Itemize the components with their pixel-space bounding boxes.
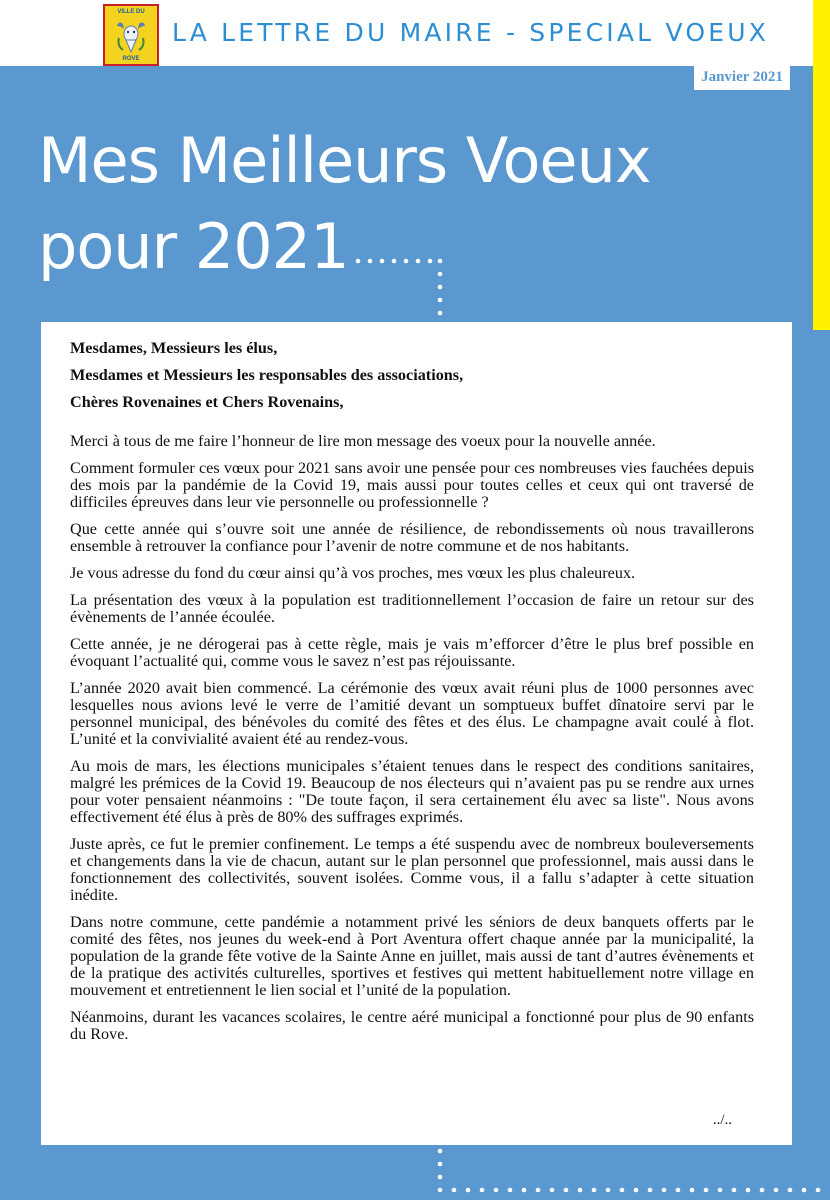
paragraph: Néanmoins, durant les vacances scolaires, le centre aéré municipal a fonctionné pour plus de 90 enfants du Rove. xyxy=(70,1008,754,1043)
salutation-citizens: Chères Rovenaines et Chers Rovenains, xyxy=(70,393,344,411)
header-band xyxy=(0,0,813,66)
paragraph: Cette année, je ne dérogerai pas à cette règle, mais je vais m’efforcer d’être le plus bref possible en évoquant l’actualité qui, comme vous le savez n’est pas réjouissante. xyxy=(70,635,754,670)
paragraph: Merci à tous de me faire l’honneur de lire mon message des voeux pour la nouvelle année. xyxy=(70,432,656,450)
paragraph: La présentation des vœux à la population est traditionnellement l’occasion de faire un retour sur des évènements de l’année écoulée. xyxy=(70,591,754,626)
paragraph: Que cette année qui s’ouvre soit une année de résilience, de rebondissements où nous travaillerons ensemble à retrouver la confiance pour l’avenir de notre commune et de nos habitants. xyxy=(70,520,754,555)
paragraph: Au mois de mars, les élections municipales s’étaient tenues dans le respect des conditions sanitaires, malgré les prémices de la Covid 19. Beaucoup de nos électeurs qui n’avaient pas pu se rendre aux urnes pour voter pensaient néanmoins : "De toute façon, il sera certainement élu avec sa liste". Nous avons effectivement été élus à près de 80% des suffrages exprimés. xyxy=(70,757,754,826)
paragraph: Dans notre commune, cette pandémie a notamment privé les séniors de deux banquets offerts par le comité des fêtes, nos jeunes du week-end à Port Aventura offert chaque année par la municipalité, la population de la grande fête votive de la Sainte Anne en juillet, mais aussi de tant d’autres évènements et de la pratique des activités culturelles, sportives et festives qui mettent habituellement notre village en mouvement et entretiennent le lien social et l’unité de la population. xyxy=(70,913,754,999)
logo-text-top: VILLE DU xyxy=(117,9,145,15)
issue-date: Janvier 2021 xyxy=(694,66,790,90)
logo-text-bottom: ROVE xyxy=(122,56,140,62)
continuation-mark: ../.. xyxy=(712,1112,732,1128)
paragraph: Je vous adresse du fond du cœur ainsi qu’à vos proches, mes vœux les plus chaleureux. xyxy=(70,564,636,582)
main-title xyxy=(38,118,651,290)
salutation-elected-officials: Mesdames, Messieurs les élus, xyxy=(70,339,278,357)
yellow-accent-bar xyxy=(813,0,830,330)
main-title-line-2: pour 2021 xyxy=(38,210,349,283)
goat-icon xyxy=(115,20,147,54)
dotted-line-decoration-top xyxy=(352,250,447,322)
paragraph: L’année 2020 avait bien commencé. La cérémonie des vœux avait réuni plus de 1000 personnes avec lesquelles nous avions levé le verre de l’amitié devant un somptueux buffet dînatoire servi par le personnel municipal, des bénévoles du comité des fêtes et des élus. Le champagne avait coulé à flot. L’unité et la convivialité avaient été au rendez-vous. xyxy=(70,679,754,748)
newsletter-title: LA LETTRE DU MAIRE - SPECIAL VOEUX xyxy=(172,18,770,47)
main-title-line-1: Mes Meilleurs Voeux xyxy=(38,124,651,197)
paragraph: Juste après, ce fut le premier confinement. Le temps a été suspendu avec de nombreux bouleversements et changements dans la vie de chacun, autant sur le plan personnel que professionnel, mais aussi dans le fonctionnement des collectivités, souvent isolées. Comme vous, il a fallu s’adapter à cette situation inédite. xyxy=(70,835,754,904)
town-crest-logo xyxy=(103,4,159,66)
salutation-associations: Mesdames et Messieurs les responsables des associations, xyxy=(70,366,464,384)
dotted-line-decoration-bottom xyxy=(430,1145,830,1200)
letter-body xyxy=(41,322,792,1145)
paragraph: Comment formuler ces vœux pour 2021 sans avoir une pensée pour ces nombreuses vies fauchées depuis des mois par la pandémie de la Covid 19, mais aussi pour toutes celles et ceux qui ont traversé de difficiles épreuves dans leur vie personnelle ou professionnelle ? xyxy=(70,459,754,511)
